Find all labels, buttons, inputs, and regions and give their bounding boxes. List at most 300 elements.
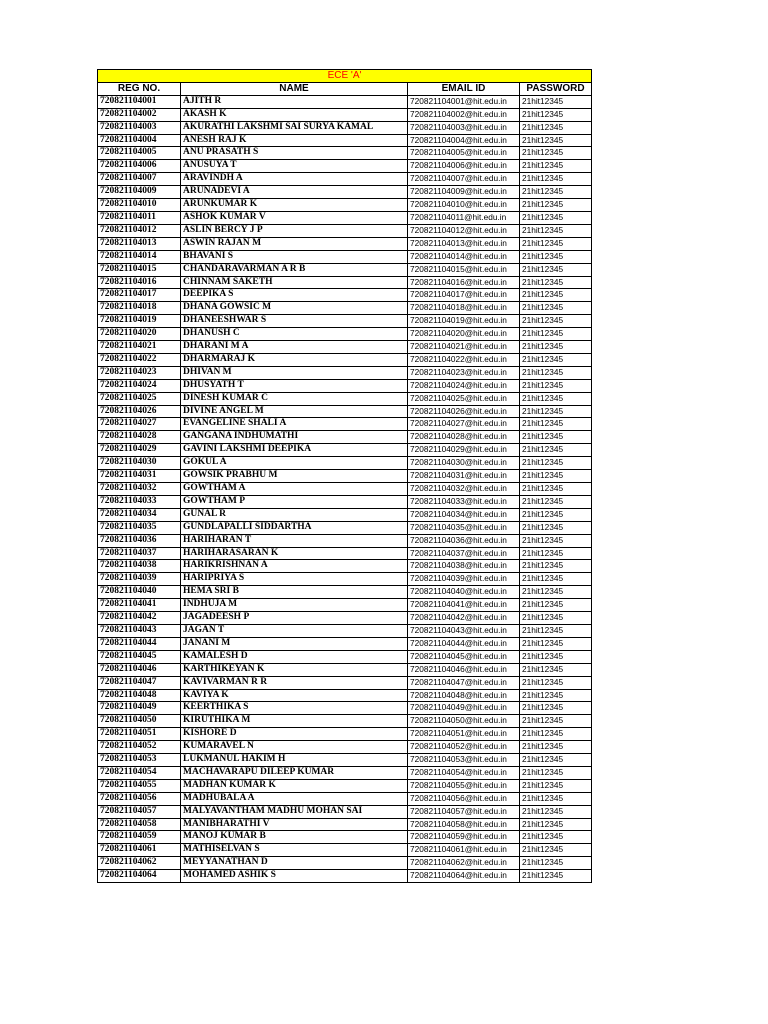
reg-no-cell: 720821104017 [98, 289, 181, 302]
name-cell: HARIHARAN T [181, 534, 408, 547]
name-cell: ANU PRASATH S [181, 147, 408, 160]
email-cell: 720821104026@hit.edu.in [408, 405, 520, 418]
name-cell: KIRUTHIKA M [181, 715, 408, 728]
reg-no-cell: 720821104002 [98, 108, 181, 121]
header-password: PASSWORD [520, 82, 592, 95]
name-cell: CHANDARAVARMAN A R B [181, 263, 408, 276]
reg-no-cell: 720821104057 [98, 805, 181, 818]
column-header-row [98, 82, 592, 95]
password-cell: 21hit12345 [520, 147, 592, 160]
email-cell: 720821104025@hit.edu.in [408, 392, 520, 405]
reg-no-cell: 720821104007 [98, 173, 181, 186]
reg-no-cell: 720821104026 [98, 405, 181, 418]
email-cell: 720821104012@hit.edu.in [408, 224, 520, 237]
table-row [98, 199, 592, 212]
email-cell: 720821104029@hit.edu.in [408, 444, 520, 457]
name-cell: DEEPIKA S [181, 289, 408, 302]
email-cell: 720821104016@hit.edu.in [408, 276, 520, 289]
reg-no-cell: 720821104005 [98, 147, 181, 160]
sheet-title-row [98, 70, 592, 83]
email-cell: 720821104007@hit.edu.in [408, 173, 520, 186]
password-cell: 21hit12345 [520, 779, 592, 792]
table-row [98, 186, 592, 199]
name-cell: ASWIN RAJAN M [181, 237, 408, 250]
email-cell: 720821104001@hit.edu.in [408, 95, 520, 108]
table-row [98, 689, 592, 702]
name-cell: ARAVINDH A [181, 173, 408, 186]
table-row [98, 508, 592, 521]
password-cell: 21hit12345 [520, 870, 592, 883]
name-cell: KUMARAVEL N [181, 741, 408, 754]
name-cell: HARIHARASARAN K [181, 547, 408, 560]
table-row [98, 586, 592, 599]
email-cell: 720821104037@hit.edu.in [408, 547, 520, 560]
reg-no-cell: 720821104016 [98, 276, 181, 289]
table-row [98, 870, 592, 883]
reg-no-cell: 720821104046 [98, 663, 181, 676]
table-row [98, 702, 592, 715]
reg-no-cell: 720821104059 [98, 831, 181, 844]
name-cell: KAMALESH D [181, 650, 408, 663]
reg-no-cell: 720821104039 [98, 573, 181, 586]
email-cell: 720821104045@hit.edu.in [408, 650, 520, 663]
email-cell: 720821104062@hit.edu.in [408, 857, 520, 870]
table-row [98, 624, 592, 637]
table-row [98, 573, 592, 586]
email-cell: 720821104006@hit.edu.in [408, 160, 520, 173]
name-cell: GOWTHAM P [181, 495, 408, 508]
name-cell: ARUNKUMAR K [181, 199, 408, 212]
name-cell: MADHAN KUMAR K [181, 779, 408, 792]
email-cell: 720821104048@hit.edu.in [408, 689, 520, 702]
table-row [98, 650, 592, 663]
name-cell: MACHAVARAPU DILEEP KUMAR [181, 766, 408, 779]
email-cell: 720821104009@hit.edu.in [408, 186, 520, 199]
table-row [98, 121, 592, 134]
name-cell: HARIKRISHNAN A [181, 560, 408, 573]
password-cell: 21hit12345 [520, 405, 592, 418]
name-cell: GUNAL R [181, 508, 408, 521]
email-cell: 720821104013@hit.edu.in [408, 237, 520, 250]
name-cell: AKASH K [181, 108, 408, 121]
reg-no-cell: 720821104056 [98, 792, 181, 805]
name-cell: BHAVANI S [181, 250, 408, 263]
email-cell: 720821104058@hit.edu.in [408, 818, 520, 831]
name-cell: INDHUJA M [181, 599, 408, 612]
email-cell: 720821104055@hit.edu.in [408, 779, 520, 792]
name-cell: DINESH KUMAR C [181, 392, 408, 405]
table-row [98, 637, 592, 650]
table-row [98, 353, 592, 366]
password-cell: 21hit12345 [520, 547, 592, 560]
name-cell: DHARMARAJ K [181, 353, 408, 366]
reg-no-cell: 720821104032 [98, 483, 181, 496]
table-row [98, 844, 592, 857]
name-cell: MATHISELVAN S [181, 844, 408, 857]
reg-no-cell: 720821104054 [98, 766, 181, 779]
email-cell: 720821104020@hit.edu.in [408, 328, 520, 341]
password-cell: 21hit12345 [520, 160, 592, 173]
reg-no-cell: 720821104037 [98, 547, 181, 560]
name-cell: KEERTHIKA S [181, 702, 408, 715]
table-row [98, 289, 592, 302]
table-row [98, 547, 592, 560]
email-cell: 720821104021@hit.edu.in [408, 341, 520, 354]
table-row [98, 457, 592, 470]
name-cell: DHUSYATH T [181, 379, 408, 392]
password-cell: 21hit12345 [520, 715, 592, 728]
password-cell: 21hit12345 [520, 224, 592, 237]
email-cell: 720821104052@hit.edu.in [408, 741, 520, 754]
email-cell: 720821104046@hit.edu.in [408, 663, 520, 676]
table-row [98, 108, 592, 121]
reg-no-cell: 720821104048 [98, 689, 181, 702]
email-cell: 720821104032@hit.edu.in [408, 483, 520, 496]
table-row [98, 741, 592, 754]
email-cell: 720821104024@hit.edu.in [408, 379, 520, 392]
reg-no-cell: 720821104049 [98, 702, 181, 715]
name-cell: GOWTHAM A [181, 483, 408, 496]
reg-no-cell: 720821104053 [98, 754, 181, 767]
student-credentials-table [97, 69, 592, 883]
reg-no-cell: 720821104051 [98, 728, 181, 741]
reg-no-cell: 720821104030 [98, 457, 181, 470]
password-cell: 21hit12345 [520, 289, 592, 302]
reg-no-cell: 720821104024 [98, 379, 181, 392]
email-cell: 720821104002@hit.edu.in [408, 108, 520, 121]
email-cell: 720821104059@hit.edu.in [408, 831, 520, 844]
name-cell: GAVINI LAKSHMI DEEPIKA [181, 444, 408, 457]
reg-no-cell: 720821104011 [98, 211, 181, 224]
password-cell: 21hit12345 [520, 134, 592, 147]
email-cell: 720821104028@hit.edu.in [408, 431, 520, 444]
reg-no-cell: 720821104028 [98, 431, 181, 444]
email-cell: 720821104030@hit.edu.in [408, 457, 520, 470]
email-cell: 720821104005@hit.edu.in [408, 147, 520, 160]
reg-no-cell: 720821104014 [98, 250, 181, 263]
password-cell: 21hit12345 [520, 186, 592, 199]
email-cell: 720821104017@hit.edu.in [408, 289, 520, 302]
reg-no-cell: 720821104009 [98, 186, 181, 199]
reg-no-cell: 720821104036 [98, 534, 181, 547]
password-cell: 21hit12345 [520, 805, 592, 818]
password-cell: 21hit12345 [520, 173, 592, 186]
name-cell: KAVIYA K [181, 689, 408, 702]
email-cell: 720821104057@hit.edu.in [408, 805, 520, 818]
name-cell: AJITH R [181, 95, 408, 108]
table-row [98, 560, 592, 573]
password-cell: 21hit12345 [520, 534, 592, 547]
password-cell: 21hit12345 [520, 263, 592, 276]
table-row [98, 805, 592, 818]
reg-no-cell: 720821104047 [98, 676, 181, 689]
email-cell: 720821104023@hit.edu.in [408, 366, 520, 379]
reg-no-cell: 720821104035 [98, 521, 181, 534]
table-body [98, 95, 592, 882]
table-row [98, 315, 592, 328]
password-cell: 21hit12345 [520, 612, 592, 625]
password-cell: 21hit12345 [520, 315, 592, 328]
email-cell: 720821104038@hit.edu.in [408, 560, 520, 573]
password-cell: 21hit12345 [520, 818, 592, 831]
email-cell: 720821104054@hit.edu.in [408, 766, 520, 779]
password-cell: 21hit12345 [520, 857, 592, 870]
password-cell: 21hit12345 [520, 108, 592, 121]
name-cell: DHIVAN M [181, 366, 408, 379]
table-row [98, 405, 592, 418]
table-row [98, 134, 592, 147]
password-cell: 21hit12345 [520, 211, 592, 224]
password-cell: 21hit12345 [520, 521, 592, 534]
password-cell: 21hit12345 [520, 250, 592, 263]
email-cell: 720821104051@hit.edu.in [408, 728, 520, 741]
table-row [98, 521, 592, 534]
name-cell: JAGAN T [181, 624, 408, 637]
name-cell: GANGANA INDHUMATHI [181, 431, 408, 444]
email-cell: 720821104034@hit.edu.in [408, 508, 520, 521]
table-row [98, 728, 592, 741]
email-cell: 720821104041@hit.edu.in [408, 599, 520, 612]
password-cell: 21hit12345 [520, 766, 592, 779]
table-row [98, 160, 592, 173]
table-row [98, 818, 592, 831]
table-row [98, 483, 592, 496]
reg-no-cell: 720821104033 [98, 495, 181, 508]
password-cell: 21hit12345 [520, 199, 592, 212]
email-cell: 720821104039@hit.edu.in [408, 573, 520, 586]
name-cell: KISHORE D [181, 728, 408, 741]
table-row [98, 676, 592, 689]
name-cell: CHINNAM SAKETH [181, 276, 408, 289]
email-cell: 720821104014@hit.edu.in [408, 250, 520, 263]
table-row [98, 418, 592, 431]
name-cell: GOWSIK PRABHU M [181, 470, 408, 483]
table-row [98, 612, 592, 625]
password-cell: 21hit12345 [520, 328, 592, 341]
reg-no-cell: 720821104006 [98, 160, 181, 173]
name-cell: DIVINE ANGEL M [181, 405, 408, 418]
table-row [98, 341, 592, 354]
name-cell: MANOJ KUMAR B [181, 831, 408, 844]
password-cell: 21hit12345 [520, 418, 592, 431]
password-cell: 21hit12345 [520, 560, 592, 573]
email-cell: 720821104033@hit.edu.in [408, 495, 520, 508]
name-cell: EVANGELINE SHALI A [181, 418, 408, 431]
reg-no-cell: 720821104041 [98, 599, 181, 612]
email-cell: 720821104042@hit.edu.in [408, 612, 520, 625]
table-row [98, 599, 592, 612]
password-cell: 21hit12345 [520, 353, 592, 366]
table-row [98, 766, 592, 779]
password-cell: 21hit12345 [520, 302, 592, 315]
reg-no-cell: 720821104010 [98, 199, 181, 212]
table-row [98, 276, 592, 289]
password-cell: 21hit12345 [520, 702, 592, 715]
name-cell: MEYYANATHAN D [181, 857, 408, 870]
password-cell: 21hit12345 [520, 379, 592, 392]
table-row [98, 470, 592, 483]
table-row [98, 444, 592, 457]
name-cell: JANANI M [181, 637, 408, 650]
table-row [98, 754, 592, 767]
reg-no-cell: 720821104003 [98, 121, 181, 134]
email-cell: 720821104043@hit.edu.in [408, 624, 520, 637]
reg-no-cell: 720821104064 [98, 870, 181, 883]
email-cell: 720821104004@hit.edu.in [408, 134, 520, 147]
name-cell: MOHAMED ASHIK S [181, 870, 408, 883]
table-row [98, 663, 592, 676]
table-row [98, 263, 592, 276]
email-cell: 720821104050@hit.edu.in [408, 715, 520, 728]
password-cell: 21hit12345 [520, 276, 592, 289]
password-cell: 21hit12345 [520, 431, 592, 444]
name-cell: ASHOK KUMAR V [181, 211, 408, 224]
reg-no-cell: 720821104020 [98, 328, 181, 341]
email-cell: 720821104003@hit.edu.in [408, 121, 520, 134]
password-cell: 21hit12345 [520, 483, 592, 496]
email-cell: 720821104056@hit.edu.in [408, 792, 520, 805]
reg-no-cell: 720821104034 [98, 508, 181, 521]
password-cell: 21hit12345 [520, 586, 592, 599]
reg-no-cell: 720821104001 [98, 95, 181, 108]
reg-no-cell: 720821104019 [98, 315, 181, 328]
reg-no-cell: 720821104044 [98, 637, 181, 650]
email-cell: 720821104049@hit.edu.in [408, 702, 520, 715]
email-cell: 720821104010@hit.edu.in [408, 199, 520, 212]
email-cell: 720821104053@hit.edu.in [408, 754, 520, 767]
password-cell: 21hit12345 [520, 341, 592, 354]
password-cell: 21hit12345 [520, 844, 592, 857]
name-cell: DHARANI M A [181, 341, 408, 354]
password-cell: 21hit12345 [520, 121, 592, 134]
table-row [98, 250, 592, 263]
reg-no-cell: 720821104061 [98, 844, 181, 857]
password-cell: 21hit12345 [520, 470, 592, 483]
reg-no-cell: 720821104029 [98, 444, 181, 457]
table-row [98, 857, 592, 870]
reg-no-cell: 720821104050 [98, 715, 181, 728]
password-cell: 21hit12345 [520, 599, 592, 612]
email-cell: 720821104064@hit.edu.in [408, 870, 520, 883]
reg-no-cell: 720821104021 [98, 341, 181, 354]
table-row [98, 534, 592, 547]
header-reg-no: REG NO. [98, 82, 181, 95]
reg-no-cell: 720821104004 [98, 134, 181, 147]
email-cell: 720821104015@hit.edu.in [408, 263, 520, 276]
table-row [98, 715, 592, 728]
password-cell: 21hit12345 [520, 392, 592, 405]
name-cell: AKURATHI LAKSHMI SAI SURYA KAMAL [181, 121, 408, 134]
reg-no-cell: 720821104025 [98, 392, 181, 405]
reg-no-cell: 720821104015 [98, 263, 181, 276]
email-cell: 720821104044@hit.edu.in [408, 637, 520, 650]
name-cell: MANIBHARATHI V [181, 818, 408, 831]
table-row [98, 211, 592, 224]
table-row [98, 792, 592, 805]
reg-no-cell: 720821104031 [98, 470, 181, 483]
password-cell: 21hit12345 [520, 457, 592, 470]
password-cell: 21hit12345 [520, 624, 592, 637]
password-cell: 21hit12345 [520, 831, 592, 844]
table-row [98, 779, 592, 792]
reg-no-cell: 720821104018 [98, 302, 181, 315]
password-cell: 21hit12345 [520, 728, 592, 741]
password-cell: 21hit12345 [520, 689, 592, 702]
password-cell: 21hit12345 [520, 237, 592, 250]
password-cell: 21hit12345 [520, 792, 592, 805]
name-cell: GOKUL A [181, 457, 408, 470]
reg-no-cell: 720821104040 [98, 586, 181, 599]
name-cell: KAVIVARMAN R R [181, 676, 408, 689]
reg-no-cell: 720821104055 [98, 779, 181, 792]
email-cell: 720821104047@hit.edu.in [408, 676, 520, 689]
reg-no-cell: 720821104013 [98, 237, 181, 250]
name-cell: HEMA SRI B [181, 586, 408, 599]
email-cell: 720821104022@hit.edu.in [408, 353, 520, 366]
table-row [98, 224, 592, 237]
reg-no-cell: 720821104038 [98, 560, 181, 573]
password-cell: 21hit12345 [520, 663, 592, 676]
reg-no-cell: 720821104052 [98, 741, 181, 754]
email-cell: 720821104019@hit.edu.in [408, 315, 520, 328]
table-row [98, 379, 592, 392]
email-cell: 720821104035@hit.edu.in [408, 521, 520, 534]
name-cell: ANUSUYA T [181, 160, 408, 173]
table-row [98, 431, 592, 444]
header-email-id: EMAIL ID [408, 82, 520, 95]
table-row [98, 147, 592, 160]
password-cell: 21hit12345 [520, 676, 592, 689]
name-cell: ANESH RAJ K [181, 134, 408, 147]
password-cell: 21hit12345 [520, 508, 592, 521]
name-cell: MADHUBALA A [181, 792, 408, 805]
email-cell: 720821104011@hit.edu.in [408, 211, 520, 224]
email-cell: 720821104036@hit.edu.in [408, 534, 520, 547]
reg-no-cell: 720821104043 [98, 624, 181, 637]
table-row [98, 495, 592, 508]
reg-no-cell: 720821104023 [98, 366, 181, 379]
password-cell: 21hit12345 [520, 495, 592, 508]
name-cell: MALYAVANTHAM MADHU MOHAN SAI [181, 805, 408, 818]
reg-no-cell: 720821104062 [98, 857, 181, 870]
reg-no-cell: 720821104012 [98, 224, 181, 237]
name-cell: DHANA GOWSIC M [181, 302, 408, 315]
reg-no-cell: 720821104042 [98, 612, 181, 625]
table-row [98, 392, 592, 405]
name-cell: HARIPRIYA S [181, 573, 408, 586]
email-cell: 720821104018@hit.edu.in [408, 302, 520, 315]
reg-no-cell: 720821104045 [98, 650, 181, 663]
name-cell: DHANEESHWAR S [181, 315, 408, 328]
name-cell: KARTHIKEYAN K [181, 663, 408, 676]
password-cell: 21hit12345 [520, 366, 592, 379]
table-row [98, 831, 592, 844]
table-row [98, 328, 592, 341]
password-cell: 21hit12345 [520, 573, 592, 586]
email-cell: 720821104040@hit.edu.in [408, 586, 520, 599]
email-cell: 720821104027@hit.edu.in [408, 418, 520, 431]
email-cell: 720821104061@hit.edu.in [408, 844, 520, 857]
name-cell: JAGADEESH P [181, 612, 408, 625]
name-cell: ASLIN BERCY J P [181, 224, 408, 237]
password-cell: 21hit12345 [520, 637, 592, 650]
name-cell: DHANUSH C [181, 328, 408, 341]
table-row [98, 95, 592, 108]
reg-no-cell: 720821104027 [98, 418, 181, 431]
header-name: NAME [181, 82, 408, 95]
reg-no-cell: 720821104022 [98, 353, 181, 366]
table-row [98, 173, 592, 186]
